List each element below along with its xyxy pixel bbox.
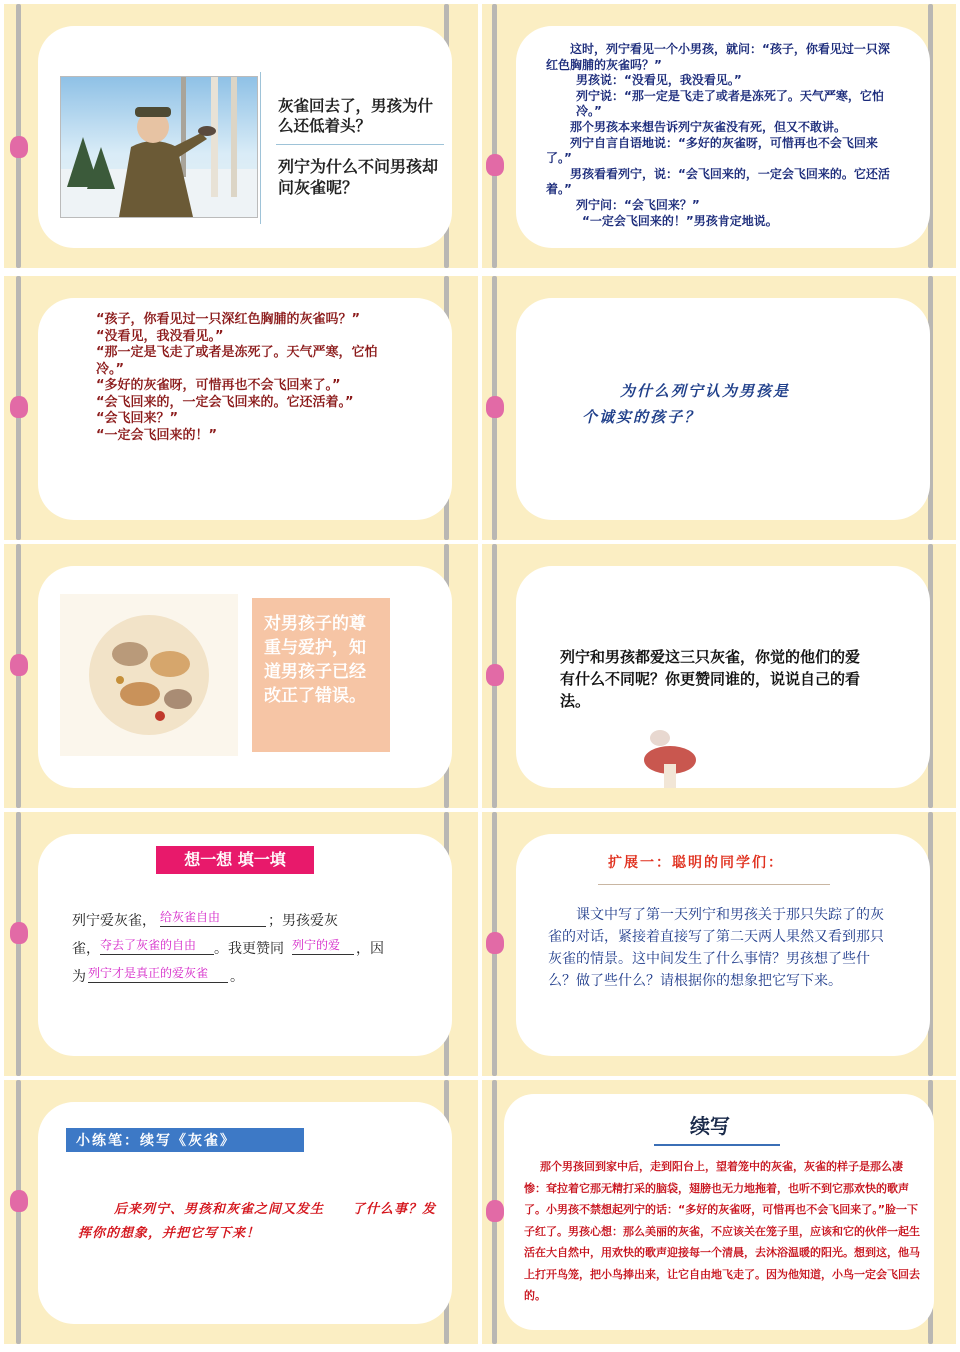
question-line-1: 为什么列宁认为男孩是 [620,382,791,400]
slide-title: 想一想 填一填 [156,846,314,874]
fill-text: ；男孩爱灰 [268,913,338,929]
mushroom-mouse-decoration [640,720,700,790]
slide-4[interactable] [482,276,956,540]
question-2: 列宁为什么不问男孩却问灰雀呢？ [278,157,439,197]
answer-text: 对男孩子的尊重与爱护，知道男孩子已经改正了错误。 [264,614,366,706]
quote-line: “会飞回来？” [96,411,179,426]
fill-text: 。我更赞同 [214,941,284,957]
dialogue-line: 列宁说：“那一定是飞走了或者是冻死了。天气严寒，它怕冷。” [576,88,884,119]
slide-title: 续写 [690,1114,730,1138]
fill-answer: 夺去了灰雀的自由 [100,936,214,955]
quote-line: “一定会飞回来的！” [96,427,218,443]
dialogue-text [546,42,890,229]
dialogue-line: 这时，列宁看见一个小男孩，就问：“孩子，你看见过一只深红色胸脯的灰雀吗？” [546,42,890,72]
fill-text: 雀， [72,941,100,957]
quote-line: “会飞回来的，一定会飞回来的。它还活着。” [96,394,354,410]
fill-text: 。 [230,969,244,985]
question-line-2: 个诚实的孩子？ [582,408,702,426]
squirrels-illustration [60,594,238,756]
quote-line: “没看见，我没看见。” [96,328,224,344]
lenin-winter-illustration [60,76,258,218]
divider [276,144,444,145]
divider [260,72,261,224]
quote-line: “孩子，你看见过一只深红色胸脯的灰雀吗？” [96,312,361,327]
fill-answer: 给灰雀自由 [160,908,266,927]
fill-answer: 列宁才是真正的爱灰雀 [88,964,228,983]
slide-title: 扩展一：聪明的同学们： [608,855,784,871]
extension-prompt [548,904,884,992]
dialogue-line: 男孩看看列宁，说：“会飞回来的，一定会飞回来的。它还活着。” [546,166,890,197]
fill-text: 列宁爱灰雀， [72,913,156,929]
dialogue-line: “一定会飞回来的！”男孩肯定地说。 [582,213,778,228]
dialogue-line: 列宁自言自语地说：“多好的灰雀呀，可惜再也不会飞回来了。” [546,135,878,166]
dialogue-line: 男孩说：“没看见，我没看见。” [576,73,742,88]
quote-line: “多好的灰雀呀，可惜再也不会飞回来了。” [96,378,341,393]
slide-card [516,298,930,520]
fill-text: ，因 [356,941,384,957]
divider [598,884,830,885]
writing-prompt [78,1198,438,1246]
continuation-story [524,1156,920,1307]
dialogue-line: 列宁问：“会飞回来？” [576,197,700,212]
fill-text: 为 [72,969,86,985]
question-1: 灰雀回去了，男孩为什么还低着头？ [278,97,434,135]
dialogue-quotes [96,312,396,444]
writing-prompt-text: 后来列宁、男孩和灰雀之间又发生 了什么事？发挥你的想象，并把它写下来！ [78,1202,437,1241]
extension-prompt-text: 课文中写了第一天列宁和男孩关于那只失踪了的灰雀的对话，紧接着直接写了第二天两人果然又看到那只灰雀的情景。这中间发生了什么事情？男孩想了些什么？做了些什么？请根据你的想象把它写下来。 [548,907,884,989]
fill-answer: 列宁的爱 [292,936,354,955]
slide-title: 小练笔：续写《灰雀》 [76,1133,236,1149]
discussion-question: 列宁和男孩都爱这三只灰雀，你觉的他们的爱有什么不同呢？你更赞同谁的，说说自己的看法。 [560,648,861,710]
dialogue-line: 那个男孩本来想告诉列宁灰雀没有死，但又不敢讲。 [570,119,847,134]
divider [654,1144,780,1146]
quote-line: “那一定是飞走了或者是冻死了。天气严寒，它怕冷。” [96,345,378,377]
continuation-story-text: 那个男孩回到家中后，走到阳台上，望着笼中的灰雀，灰雀的样子是那么凄惨：耷拉着它那无精打采的脑袋，翅膀也无力地拖着，也听不到它那欢快的歌声了。小男孩不禁想起列宁的话：“多好的灰雀呀，可惜再也不会飞回来了。”脸一下子红了。男孩心想：那么美丽的灰雀，不应该关在笼子里，应该和它的伙伴一起生活在大自然中，用欢快的歌声迎接每一个清晨，去沐浴温暖的阳光。想到这，他马上打开鸟笼，把小鸟捧出来，让它自由地飞走了。因为他知道，小鸟一定会飞回去的。 [524,1160,920,1302]
